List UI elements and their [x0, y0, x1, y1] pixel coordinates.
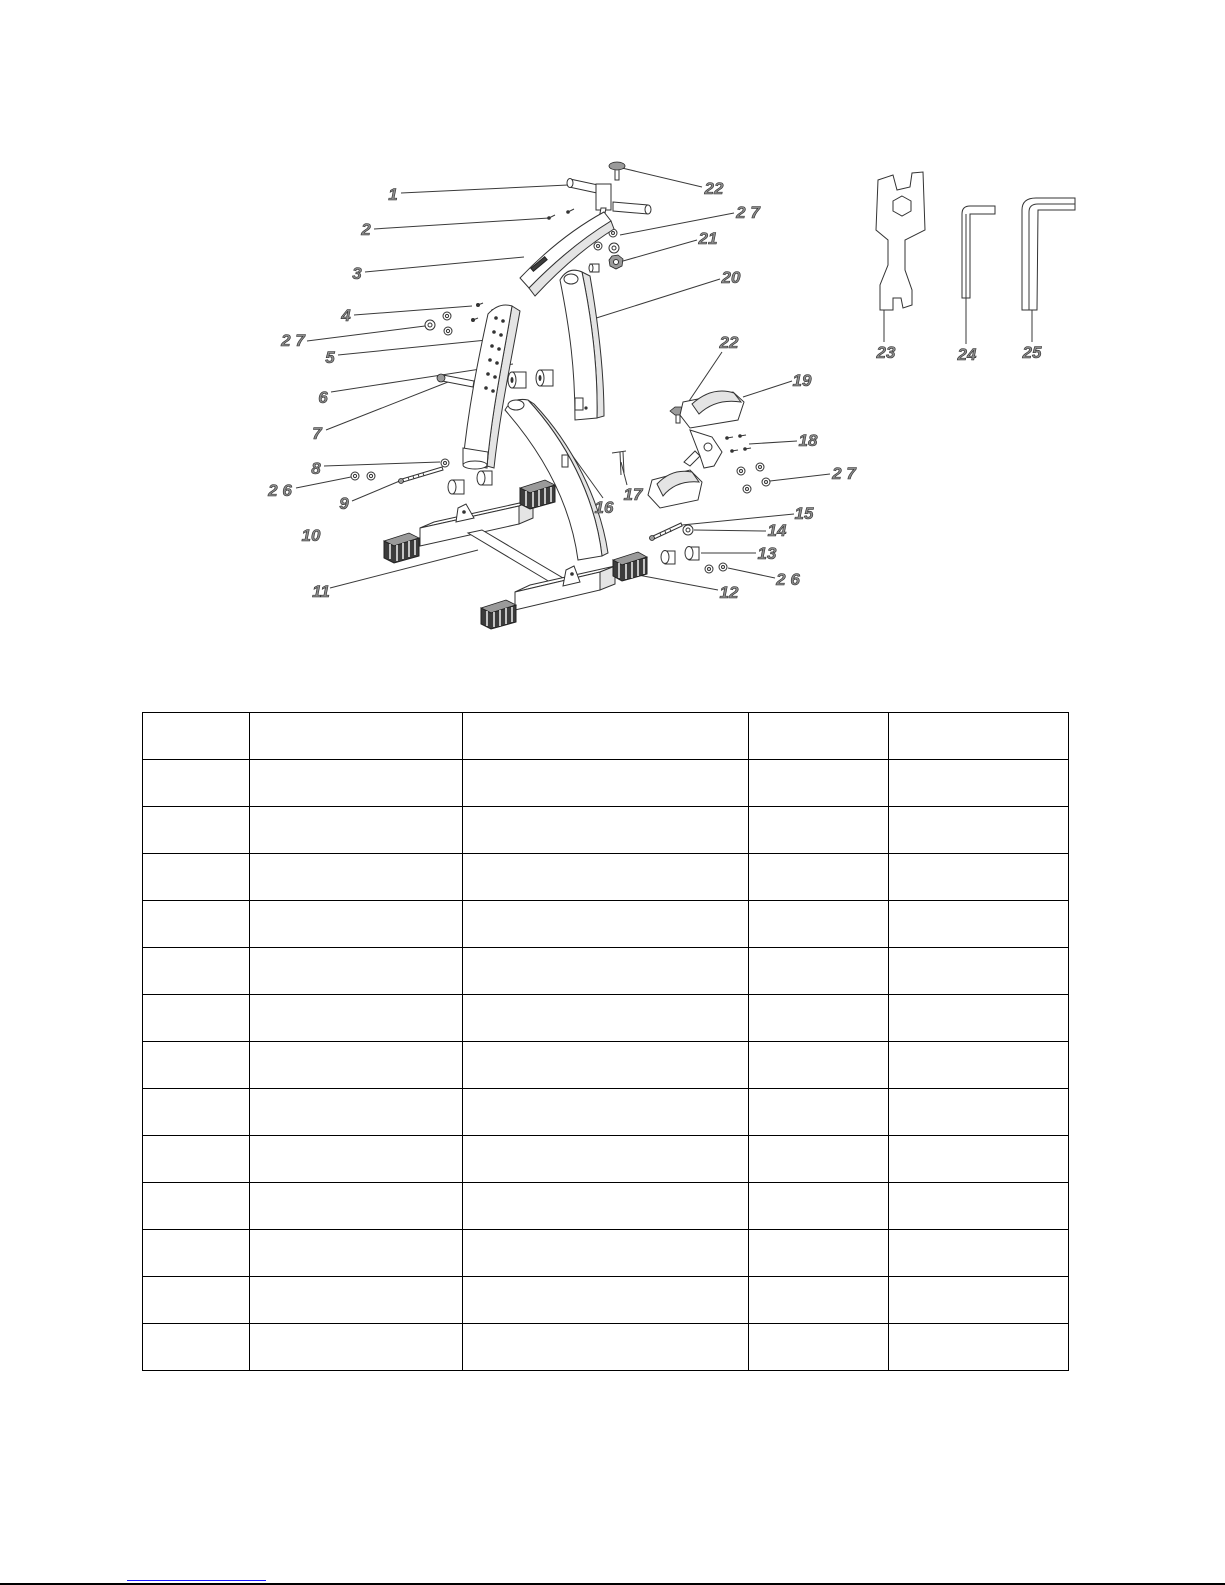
- label-25: 25: [1022, 343, 1042, 362]
- table-cell: [889, 1136, 1069, 1183]
- table-cell: [143, 713, 250, 760]
- part-22-knob-top: [609, 162, 625, 180]
- part-20-upper-arm: [560, 270, 604, 420]
- table-cell: [889, 1042, 1069, 1089]
- part-7-pin: [437, 374, 474, 387]
- part-23-wrench: [876, 172, 925, 310]
- table-cell: [143, 1324, 250, 1371]
- part-15-bolt: [650, 523, 683, 541]
- table-cell: [463, 1230, 749, 1277]
- part-14-washer: [683, 525, 693, 535]
- table-row: [143, 948, 1069, 995]
- table-cell: [250, 1042, 463, 1089]
- part-26-washers-left: [351, 472, 375, 480]
- table-cell: [463, 713, 749, 760]
- table-cell: [143, 1183, 250, 1230]
- table-cell: [889, 854, 1069, 901]
- table-cell: [143, 854, 250, 901]
- label-24: 24: [957, 345, 977, 364]
- part-6-bushings: [508, 370, 553, 388]
- label-13: 13: [757, 544, 777, 563]
- part-19-pedals: [648, 391, 744, 508]
- table-cell: [889, 760, 1069, 807]
- table-cell: [889, 995, 1069, 1042]
- table-cell: [463, 1277, 749, 1324]
- label-5: 5: [325, 348, 335, 367]
- table-cell: [749, 713, 889, 760]
- table-cell: [250, 760, 463, 807]
- table-cell: [889, 1183, 1069, 1230]
- part-8-washer: [441, 459, 449, 467]
- part-10-bushings: [448, 471, 492, 494]
- table-row: [143, 1183, 1069, 1230]
- table-cell: [463, 948, 749, 995]
- label-12: 12: [719, 583, 739, 602]
- table-cell: [889, 713, 1069, 760]
- label-3: 3: [352, 264, 362, 283]
- table-cell: [749, 760, 889, 807]
- table-row: [143, 1089, 1069, 1136]
- table-cell: [463, 995, 749, 1042]
- part-2-screws: [547, 209, 574, 220]
- end-cap-rear-right: [520, 480, 555, 509]
- label-27-right: 2 7: [832, 464, 856, 483]
- table-cell: [250, 1136, 463, 1183]
- label-20: 20: [721, 268, 741, 287]
- label-21: 21: [698, 229, 718, 248]
- parts-list-table: [142, 712, 1069, 1371]
- table-cell: [749, 995, 889, 1042]
- label-11: 11: [312, 582, 330, 601]
- label-9: 9: [339, 494, 349, 513]
- part-24-allen-key-small: [962, 206, 995, 298]
- exploded-parts-diagram: [0, 0, 1225, 680]
- table-cell: [250, 1277, 463, 1324]
- label-17: 17: [623, 485, 643, 504]
- table-cell: [463, 1183, 749, 1230]
- table-cell: [463, 1324, 749, 1371]
- table-row: [143, 1230, 1069, 1277]
- part-18-screws: [725, 434, 751, 453]
- label-26-left: 2 6: [268, 481, 292, 500]
- table-cell: [463, 1042, 749, 1089]
- table-cell: [889, 901, 1069, 948]
- table-cell: [463, 1089, 749, 1136]
- label-15: 15: [794, 504, 814, 523]
- table-cell: [463, 854, 749, 901]
- table-cell: [749, 1136, 889, 1183]
- label-7: 7: [312, 424, 322, 443]
- table-cell: [250, 948, 463, 995]
- table-cell: [143, 807, 250, 854]
- part-12-end-cap: [613, 552, 647, 581]
- table-cell: [463, 807, 749, 854]
- label-23: 23: [876, 343, 896, 362]
- table-cell: [143, 901, 250, 948]
- table-cell: [250, 1183, 463, 1230]
- table-row: [143, 854, 1069, 901]
- table-cell: [749, 1277, 889, 1324]
- table-cell: [143, 1042, 250, 1089]
- part-21-tension-knob: [589, 255, 623, 272]
- part-17-t-pin: [612, 451, 626, 475]
- table-cell: [250, 1230, 463, 1277]
- table-cell: [463, 760, 749, 807]
- label-10: 10: [301, 526, 321, 545]
- table-row: [143, 995, 1069, 1042]
- table-cell: [889, 1230, 1069, 1277]
- label-1: 1: [388, 185, 398, 204]
- label-4: 4: [341, 306, 351, 325]
- label-22-top: 22: [704, 179, 724, 198]
- table-row: [143, 901, 1069, 948]
- table-cell: [143, 760, 250, 807]
- label-22-right: 22: [719, 333, 739, 352]
- table-cell: [143, 1277, 250, 1324]
- part-9-bolt: [399, 467, 444, 484]
- table-cell: [749, 1042, 889, 1089]
- table-cell: [250, 901, 463, 948]
- label-18: 18: [798, 431, 818, 450]
- table-cell: [143, 1089, 250, 1136]
- table-cell: [749, 807, 889, 854]
- part-27-washers-right: [737, 463, 770, 493]
- end-cap-front-left: [481, 600, 516, 629]
- part-1-adjust-handle: [567, 179, 651, 225]
- table-cell: [250, 854, 463, 901]
- label-14: 14: [767, 521, 787, 540]
- label-27-top: 2 7: [736, 203, 760, 222]
- end-cap-rear-left: [384, 533, 419, 563]
- table-cell: [143, 1136, 250, 1183]
- table-row: [143, 1324, 1069, 1371]
- table-cell: [749, 948, 889, 995]
- table-cell: [143, 948, 250, 995]
- table-row: [143, 760, 1069, 807]
- part-13-bushings: [661, 547, 699, 565]
- table-row: [143, 1136, 1069, 1183]
- label-19: 19: [792, 371, 812, 390]
- label-27-left: 2 7: [281, 331, 305, 350]
- table-cell: [250, 807, 463, 854]
- table-cell: [749, 1183, 889, 1230]
- table-cell: [889, 1324, 1069, 1371]
- table-cell: [889, 807, 1069, 854]
- part-16-lower-arm: [505, 399, 608, 560]
- table-cell: [749, 1089, 889, 1136]
- table-cell: [250, 1089, 463, 1136]
- part-25-allen-key-large: [1022, 198, 1075, 310]
- table-cell: [749, 1230, 889, 1277]
- label-8: 8: [311, 459, 321, 478]
- table-cell: [889, 1089, 1069, 1136]
- table-cell: [749, 854, 889, 901]
- table-cell: [463, 901, 749, 948]
- table-cell: [749, 1324, 889, 1371]
- label-6: 6: [318, 388, 328, 407]
- table-cell: [749, 901, 889, 948]
- table-row: [143, 713, 1069, 760]
- table-cell: [250, 1324, 463, 1371]
- table-row: [143, 1042, 1069, 1089]
- parts-table-body: [143, 713, 1069, 1371]
- table-row: [143, 1277, 1069, 1324]
- table-cell: [143, 1230, 250, 1277]
- table-row: [143, 807, 1069, 854]
- part-27-washers-left: [425, 312, 452, 335]
- table-cell: [250, 713, 463, 760]
- table-cell: [143, 995, 250, 1042]
- table-cell: [463, 1136, 749, 1183]
- table-cell: [889, 948, 1069, 995]
- table-cell: [889, 1277, 1069, 1324]
- label-2: 2: [361, 220, 371, 239]
- part-26-washers-right: [705, 563, 727, 573]
- label-26-right: 2 6: [776, 570, 800, 589]
- label-16: 16: [594, 498, 614, 517]
- link-underline[interactable]: [127, 1580, 266, 1581]
- table-cell: [250, 995, 463, 1042]
